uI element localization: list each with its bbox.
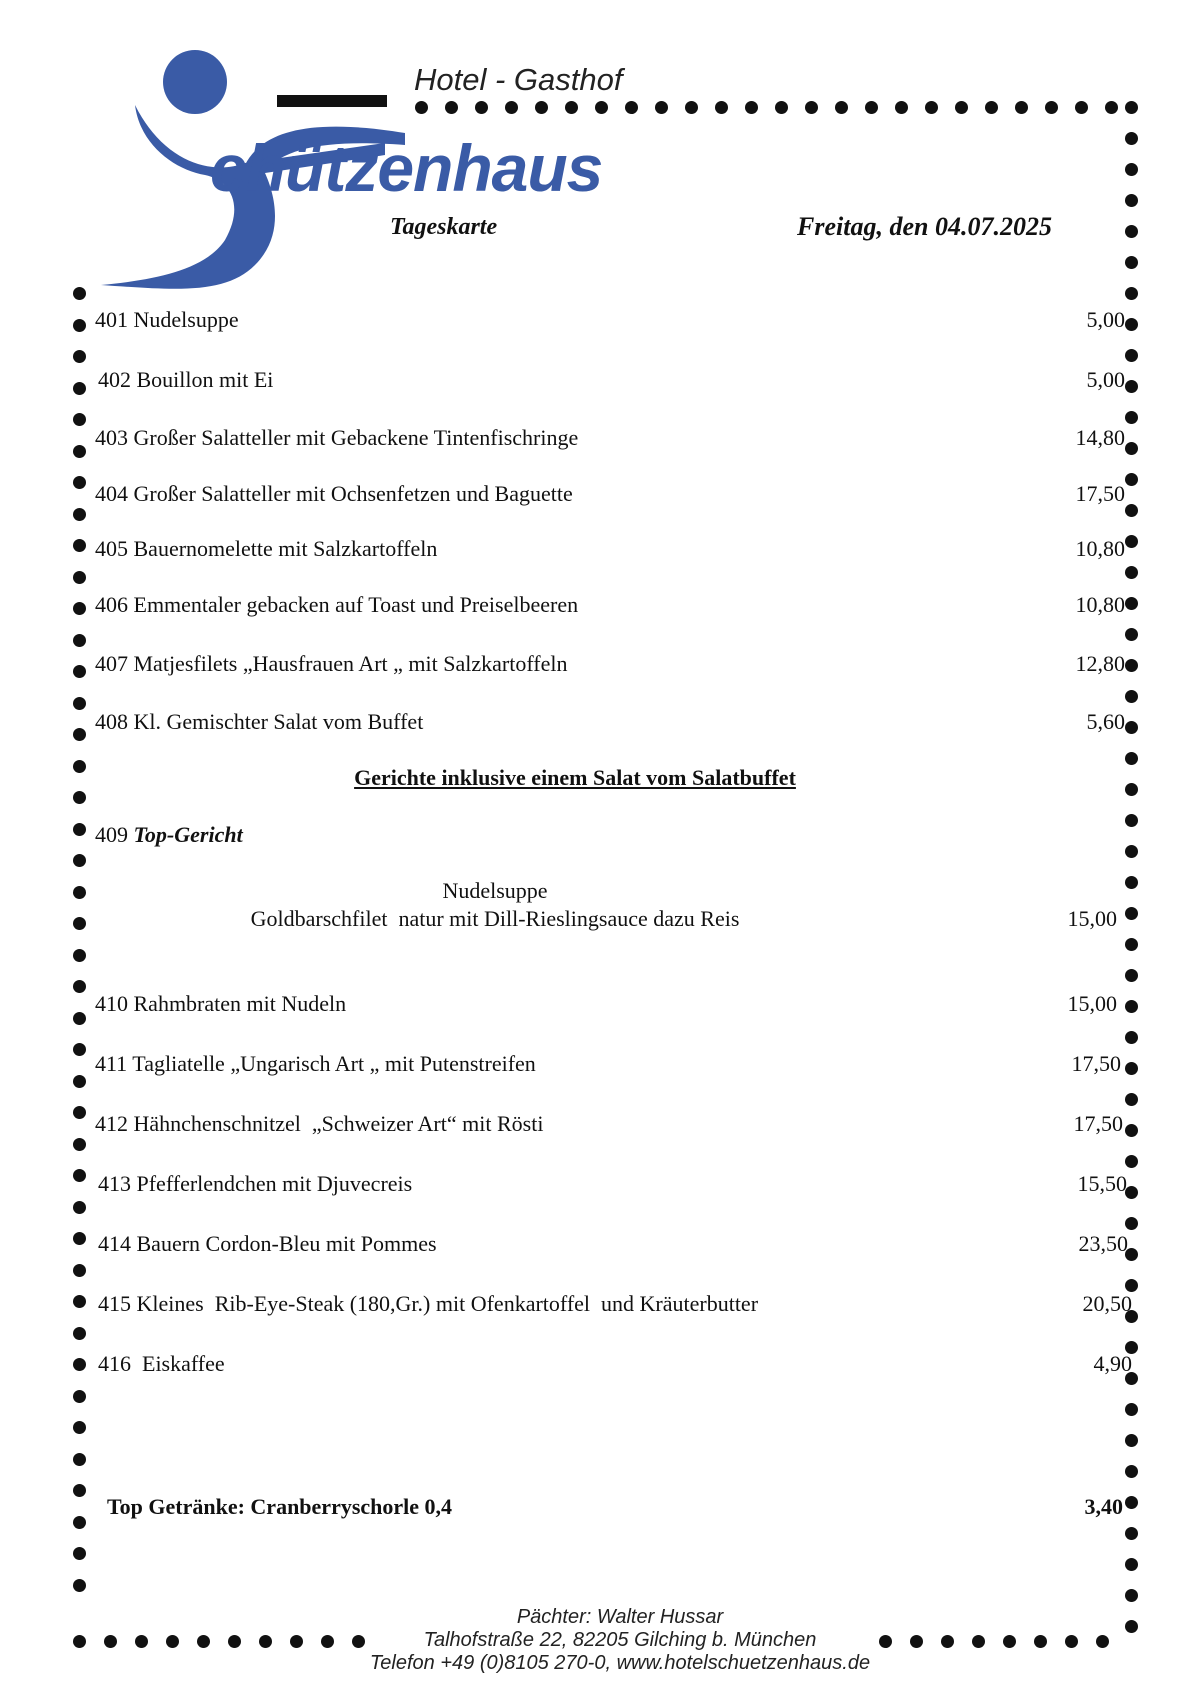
border-dot: [73, 1421, 86, 1434]
brand-name: chützenhaus: [210, 131, 603, 205]
border-dot: [73, 1453, 86, 1466]
menu-item: [95, 307, 1125, 337]
border-dot: [73, 728, 86, 741]
border-dot: [73, 508, 86, 521]
border-dot: [73, 1295, 86, 1308]
border-dot: [972, 1635, 985, 1648]
border-dot: [1125, 411, 1138, 424]
border-dot: [290, 1635, 303, 1648]
border-dot: [1075, 101, 1088, 114]
border-dot: [1125, 814, 1138, 827]
border-dot: [835, 101, 848, 114]
border-dot: [73, 539, 86, 552]
border-dot: [1125, 659, 1138, 672]
menu-item: [98, 1171, 1128, 1201]
border-dot: [1125, 1558, 1138, 1571]
border-dot: [73, 1579, 86, 1592]
item-number: 409: [95, 822, 128, 847]
border-dot: [941, 1635, 954, 1648]
item-name: Großer Salatteller mit Gebackene Tintenfischringe: [133, 425, 579, 450]
item-name: Kl. Gemischter Salat vom Buffet: [133, 709, 424, 734]
menu-item: [95, 651, 1125, 681]
item-name: Pfefferlendchen mit Djuvecreis: [136, 1171, 413, 1196]
item-number: 407: [95, 651, 128, 676]
border-dot: [1125, 1155, 1138, 1168]
border-dot: [73, 791, 86, 804]
border-dot: [1125, 132, 1138, 145]
item-price: 15,00: [1067, 991, 1117, 1016]
item-name: Rahmbraten mit Nudeln: [133, 991, 347, 1016]
border-dot: [955, 101, 968, 114]
top-drinks-label: Top Getränke: Cranberryschorle 0,4: [107, 1494, 453, 1519]
border-dot: [1125, 1496, 1138, 1509]
item-number: 412: [95, 1111, 128, 1136]
border-dot: [685, 101, 698, 114]
border-dot: [1125, 907, 1138, 920]
border-dot: [259, 1635, 272, 1648]
border-dot: [895, 101, 908, 114]
menu-item: [95, 592, 1125, 622]
item-name: Bauernomelette mit Salzkartoffeln: [133, 536, 438, 561]
item-name: Matjesfilets „Hausfrauen Art „ mit Salzkartoffeln: [133, 651, 568, 676]
item-number: 406: [95, 592, 128, 617]
menu-item: [95, 991, 1125, 1021]
item-number: 415: [98, 1291, 131, 1316]
border-dot: [1096, 1635, 1109, 1648]
border-dot: [1125, 1403, 1138, 1416]
top-dish-main: Goldbarschfilet natur mit Dill-Rieslingsauce dazu Reis: [250, 906, 740, 931]
border-dot: [805, 101, 818, 114]
menu-item: [95, 536, 1125, 566]
menu-date: Freitag, den 04.07.2025: [797, 212, 1052, 241]
border-dot: [1105, 101, 1118, 114]
border-dot: [73, 1106, 86, 1119]
border-dot: [73, 1358, 86, 1371]
menu-item: [95, 425, 1125, 455]
border-dot: [655, 101, 668, 114]
border-dot: [715, 101, 728, 114]
top-dish-starter: Nudelsuppe: [442, 878, 548, 903]
border-dot: [104, 1635, 117, 1648]
border-dot: [197, 1635, 210, 1648]
item-price: 20,50: [1082, 1291, 1132, 1316]
top-dish-price-row: [95, 906, 1125, 936]
menu-item: [95, 709, 1125, 739]
border-dot: [1125, 845, 1138, 858]
border-dot: [135, 1635, 148, 1648]
border-dot: [910, 1635, 923, 1648]
border-dot: [1125, 101, 1138, 114]
border-dot: [925, 101, 938, 114]
border-dot: [73, 1635, 86, 1648]
item-name: Bauern Cordon-Bleu mit Pommes: [136, 1231, 437, 1256]
top-dish-label: Top-Gericht: [133, 822, 243, 847]
item-price: 5,60: [1086, 709, 1125, 734]
border-dot: [985, 101, 998, 114]
border-dot: [73, 980, 86, 993]
footer-contact: [330, 1606, 910, 1675]
item-name: Eiskaffee: [136, 1351, 225, 1376]
border-dot: [1125, 690, 1138, 703]
border-dot: [1125, 1000, 1138, 1013]
border-dot: [73, 665, 86, 678]
border-dot: [1125, 349, 1138, 362]
footer-address: Talhofstraße 22, 82205 Gilching b. München: [423, 1629, 817, 1651]
menu-item: [98, 1231, 1128, 1261]
item-price: 15,50: [1077, 1171, 1127, 1196]
border-dot: [1125, 1217, 1138, 1230]
border-dot: [73, 1201, 86, 1214]
border-dot: [1125, 1434, 1138, 1447]
border-dot: [73, 1232, 86, 1245]
border-dot: [73, 1516, 86, 1529]
item-name: Großer Salatteller mit Ochsenfetzen und Baguette: [133, 481, 573, 506]
border-dot: [73, 854, 86, 867]
border-dot: [1125, 938, 1138, 951]
border-dot: [1125, 1465, 1138, 1478]
item-name: Kleines Rib-Eye-Steak (180,Gr.) mit Ofenkartoffel und Kräuterbutter: [136, 1291, 759, 1316]
menu-item: [98, 1351, 1132, 1381]
item-price: 10,80: [1075, 592, 1125, 617]
item-number: 403: [95, 425, 128, 450]
border-dot: [1125, 442, 1138, 455]
item-price: 4,90: [1093, 1351, 1132, 1376]
top-drinks-price: 3,40: [1084, 1494, 1123, 1519]
border-dot: [1125, 194, 1138, 207]
top-dish-heading: [95, 822, 1125, 852]
border-dot: [73, 1390, 86, 1403]
border-dot: [1045, 101, 1058, 114]
item-number: 408: [95, 709, 128, 734]
item-number: 411: [95, 1051, 128, 1076]
item-price: 17,50: [1071, 1051, 1121, 1076]
border-dot: [73, 1043, 86, 1056]
border-dot: [1125, 318, 1138, 331]
item-price: 5,00: [1086, 367, 1125, 392]
border-dot: [745, 101, 758, 114]
border-dot: [73, 697, 86, 710]
border-dot: [1125, 256, 1138, 269]
border-dot: [1125, 163, 1138, 176]
border-dot: [1125, 628, 1138, 641]
border-dot: [73, 319, 86, 332]
item-name: Hähnchenschnitzel „Schweizer Art“ mit Rösti: [133, 1111, 544, 1136]
item-name: Tagliatelle „Ungarisch Art „ mit Putenstreifen: [132, 1051, 536, 1076]
border-dot: [1065, 1635, 1078, 1648]
item-name: Nudelsuppe: [133, 307, 239, 332]
menu-item: [95, 1111, 1125, 1141]
border-dot: [1125, 752, 1138, 765]
hotel-subtitle: Hotel - Gasthof: [414, 62, 623, 97]
item-name: Emmentaler gebacken auf Toast und Preiselbeeren: [133, 592, 579, 617]
item-number: 405: [95, 536, 128, 561]
border-dot: [73, 1264, 86, 1277]
menu-item: [95, 481, 1125, 511]
border-dot: [1125, 1589, 1138, 1602]
item-price: 15,00: [1067, 906, 1117, 931]
menu-item: [98, 367, 1128, 397]
border-dot: [1125, 1031, 1138, 1044]
border-dot: [1125, 876, 1138, 889]
section-heading: Gerichte inklusive einem Salat vom Salatbuffet: [354, 765, 796, 790]
border-dot: [228, 1635, 241, 1648]
border-dot: [73, 571, 86, 584]
item-price: 23,50: [1078, 1231, 1128, 1256]
item-number: 404: [95, 481, 128, 506]
footer-phone-web: Telefon +49 (0)8105 270-0, www.hotelschuetzenhaus.de: [369, 1652, 871, 1674]
border-dot: [1125, 1124, 1138, 1137]
item-name: Bouillon mit Ei: [136, 367, 274, 392]
menu-title: Tageskarte: [390, 214, 498, 240]
item-number: 413: [98, 1171, 131, 1196]
border-dot: [865, 101, 878, 114]
menu-item: [98, 1291, 1132, 1321]
border-dot: [73, 602, 86, 615]
border-dot: [73, 1075, 86, 1088]
border-dot: [73, 949, 86, 962]
item-price: 14,80: [1075, 425, 1125, 450]
item-price: 10,80: [1075, 536, 1125, 561]
border-dot: [1125, 1527, 1138, 1540]
border-dot: [1125, 1093, 1138, 1106]
item-price: 5,00: [1086, 307, 1125, 332]
border-dot: [73, 382, 86, 395]
border-dot: [1125, 969, 1138, 982]
border-dot: [1003, 1635, 1016, 1648]
border-dot: [73, 1327, 86, 1340]
border-dot: [73, 445, 86, 458]
border-dot: [73, 634, 86, 647]
border-dot: [73, 1547, 86, 1560]
border-dot: [1125, 1620, 1138, 1633]
menu-item: [95, 1051, 1125, 1081]
border-dot: [1015, 101, 1028, 114]
border-dot: [1034, 1635, 1047, 1648]
item-number: 401: [95, 307, 128, 332]
border-dot: [73, 823, 86, 836]
border-dot: [1125, 504, 1138, 517]
border-dot: [73, 1138, 86, 1151]
border-dot: [1125, 566, 1138, 579]
footer-tenant: Pächter: Walter Hussar: [516, 1606, 724, 1628]
border-dot: [1125, 597, 1138, 610]
item-number: 416: [98, 1351, 131, 1376]
border-dot: [73, 1169, 86, 1182]
item-number: 410: [95, 991, 128, 1016]
border-dot: [73, 413, 86, 426]
border-dot: [73, 1012, 86, 1025]
item-price: 17,50: [1073, 1111, 1123, 1136]
border-dot: [1125, 535, 1138, 548]
border-dot: [1125, 1062, 1138, 1075]
border-dot: [73, 476, 86, 489]
item-number: 414: [98, 1231, 131, 1256]
top-drinks-row: [107, 1494, 1123, 1524]
border-dot: [166, 1635, 179, 1648]
item-price: 12,80: [1075, 651, 1125, 676]
border-dot: [1125, 287, 1138, 300]
border-dot: [1125, 721, 1138, 734]
item-price: 17,50: [1075, 481, 1125, 506]
border-dot: [1125, 473, 1138, 486]
border-dot: [73, 1484, 86, 1497]
border-dot: [775, 101, 788, 114]
border-dot: [73, 350, 86, 363]
border-dot: [1125, 225, 1138, 238]
item-number: 402: [98, 367, 131, 392]
border-dot: [73, 287, 86, 300]
